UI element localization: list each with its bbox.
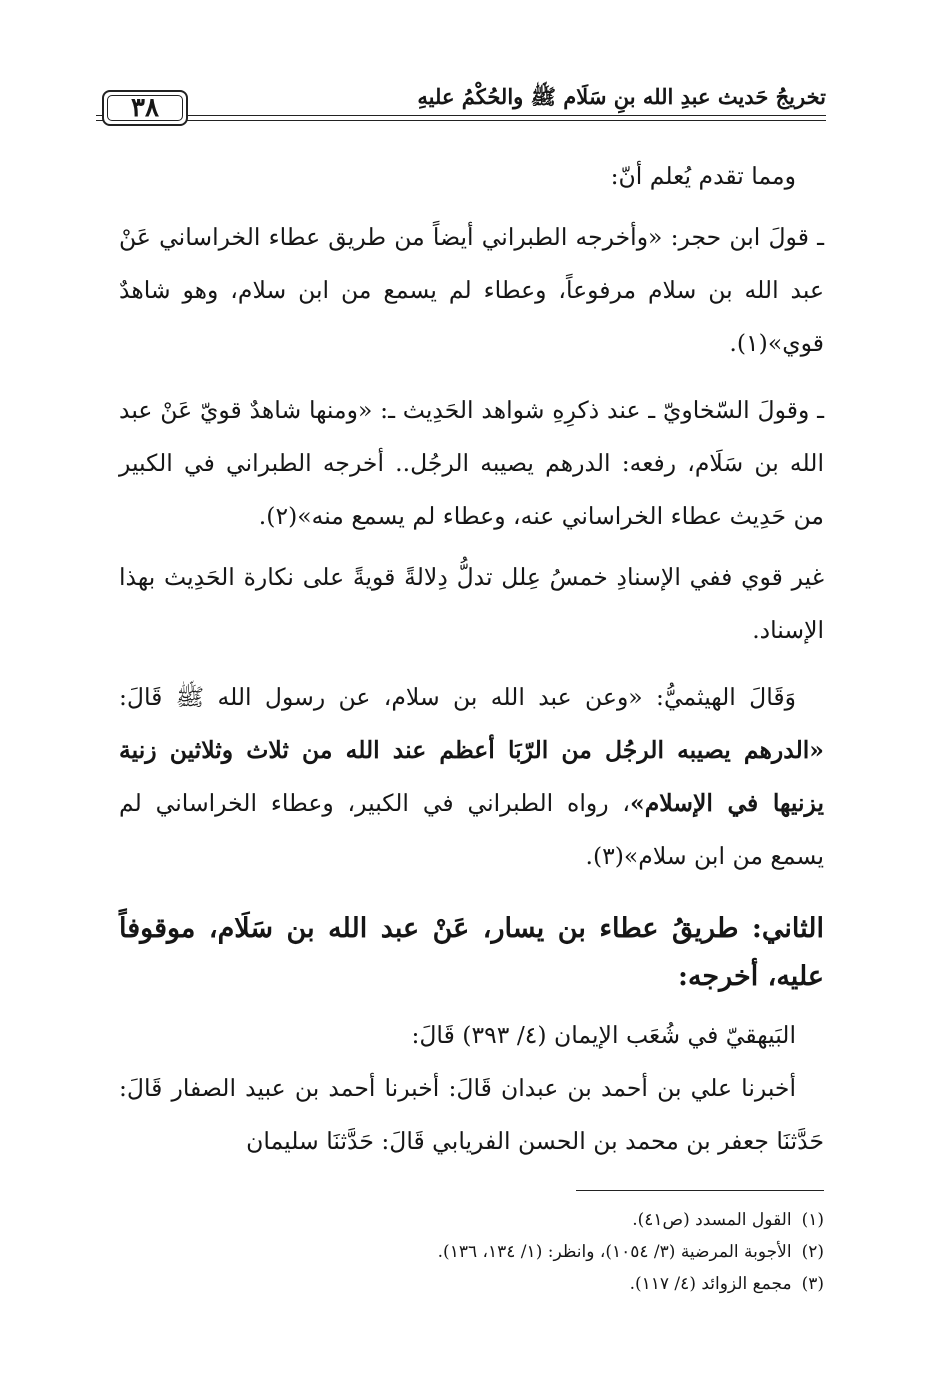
page-header xyxy=(96,78,826,126)
header-rule-double xyxy=(96,120,826,121)
paragraph-isnad: أخبرنا علي بن أحمد بن عبدان قَالَ: أخبرنا أحمد بن عبيد الصفار قَالَ: حَدَّثنَا جعفر بن محمد بن الحسن الفريابي قَالَ: حَدَّثنَا سليمان xyxy=(119,1074,824,1155)
haythami-tail: ، رواه الطبراني في الكبير، وعطاء الخراساني لم يسمع من ابن سلام»(٣). xyxy=(119,789,824,870)
footnote-3 xyxy=(119,1268,824,1300)
footnote-1 xyxy=(119,1204,824,1236)
main-text xyxy=(119,150,824,1168)
footnote-number: (٢) xyxy=(801,1242,824,1262)
header-rule xyxy=(96,115,826,116)
paragraph-intro: ومما تقدم يُعلم أنّ: xyxy=(610,162,796,190)
section-heading: الثاني: طريقُ عطاء بن يسار، عَنْ عبد الله بن سَلَام، موقوفاً عليه، أخرجه: xyxy=(119,913,824,992)
footnote-text: الأجوبة المرضية (٣/ ١٠٥٤)، وانظر: (١/ ١٣٤، ١٣٦). xyxy=(437,1242,792,1262)
paragraph-bayhaqi-source: البَيهقيّ في شُعَب الإيمان (٤/ ٣٩٣) قَالَ: xyxy=(411,1021,796,1049)
paragraph-ibn-hajar-quote: ـ قولَ ابن حجر: «وأخرجه الطبراني أيضاً من طريق عطاء الخراساني عَنْ عبد الله بن سلام مرفوعاً، وعطاء لم يسمع من ابن سلام، وهو شاهدٌ قوي»(١). xyxy=(119,223,824,357)
paragraph-conclusion: غير قوي ففي الإسنادِ خمسُ عِلل تدلُّ دِلالةً قويةً على نكارة الحَدِيث بهذا الإسناد. xyxy=(119,563,824,644)
paragraph-sakhawi-quote: ـ وقولَ السّخاويّ ـ عند ذكرِهِ شواهد الحَدِيث ـ: «ومنها شاهدٌ قويّ عَنْ عبد الله بن سَلَام، رفعه: الدرهم يصيبه الرجُل.. أخرجه الطبراني في الكبير من حَدِيث عطاء الخراساني عنه، وعطاء لم يسمع منه»(٢). xyxy=(119,396,824,530)
haythami-intro: وَقَالَ الهيثميُّ: «وعن عبد الله بن سلام، عن رسول الله ﷺ قَالَ: xyxy=(119,683,796,711)
footnote-number: (٣) xyxy=(801,1274,824,1294)
footnotes xyxy=(119,1204,824,1300)
footnote-number: (١) xyxy=(801,1210,824,1230)
footnote-text: مجمع الزوائد (٤/ ١١٧). xyxy=(629,1274,792,1294)
footnote-text: القول المسدد (ص٤١). xyxy=(632,1210,792,1230)
footnote-separator xyxy=(576,1190,824,1191)
hadith-text-bold: «الدرهم يصيبه الرجُل من الرّبَا أعظم عند الله من ثلاث وثلاثين زنية يزنيها في الإسلام» xyxy=(119,736,824,817)
paragraph-haythami-quote xyxy=(119,671,824,883)
running-title: تخريجُ حَديث عبدِ الله بنِ سَلَام ﷺ والحُكْمُ عليهِ xyxy=(417,84,826,109)
footnote-2 xyxy=(119,1236,824,1268)
page-number: ٣٨ xyxy=(102,90,188,126)
